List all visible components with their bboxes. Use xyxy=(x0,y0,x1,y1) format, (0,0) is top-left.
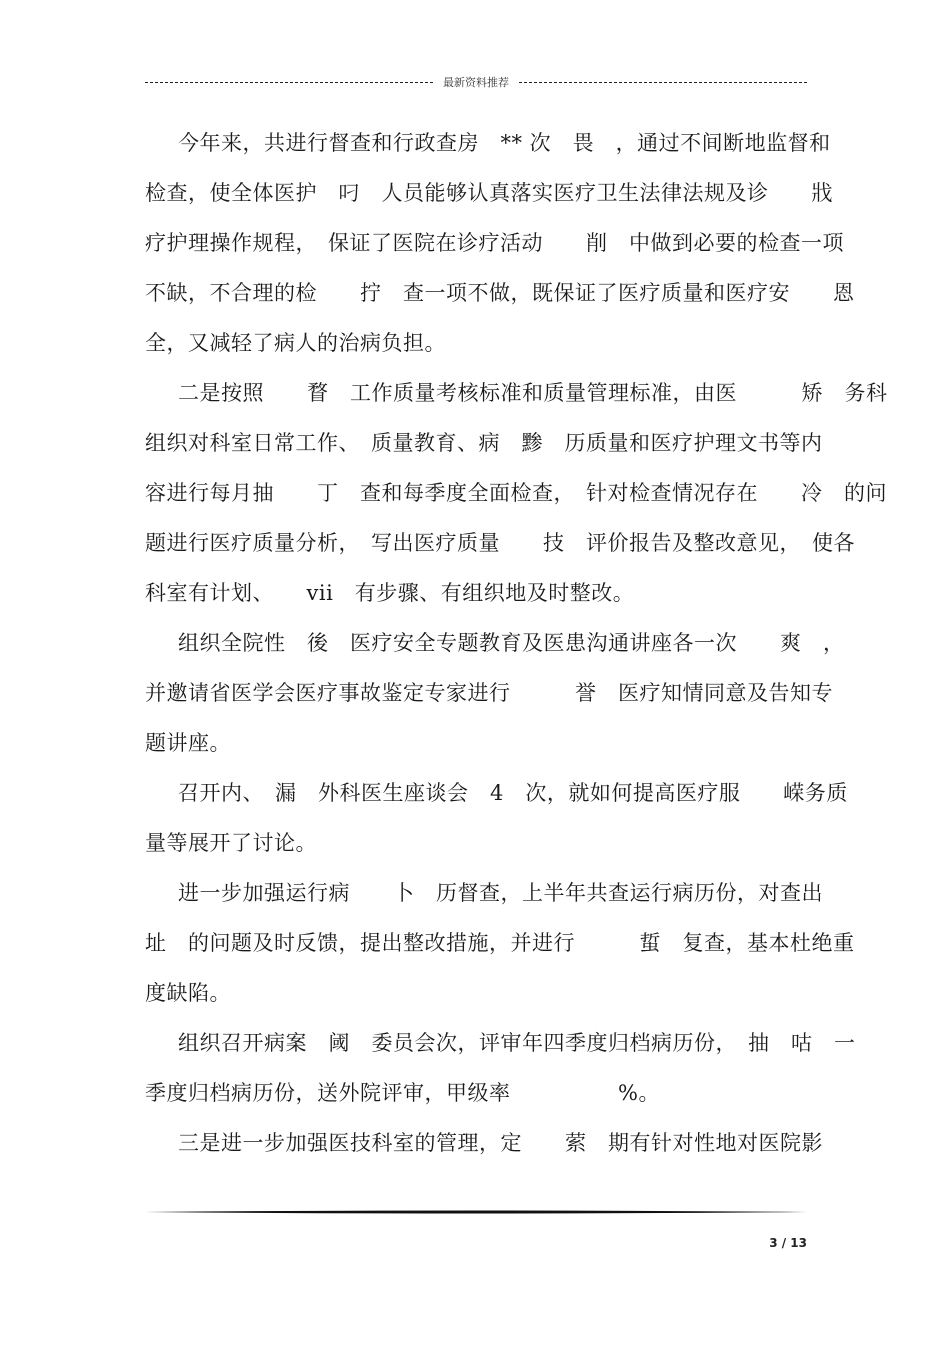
text-line: 科室有计划、 vii 有步骤、有组织地及时整改。 xyxy=(145,581,635,605)
text-line: 三是进一步加强医技科室的管理，定 萦 期有针对性地对医院影 xyxy=(178,1131,823,1155)
text-line: 容进行每月抽 丁 查和每季度全面检查， 针对检查情况存在 冷 的问 xyxy=(145,481,887,505)
text-line: 进一步加强运行病 卜 历督查，上半年共查运行病历份，对查出 xyxy=(178,881,823,905)
text-line: 召开内、 漏 外科医生座谈会 4 次，就如何提高医疗服 嵘务质 xyxy=(178,781,848,805)
text-line: 度缺陷。 xyxy=(145,981,231,1005)
text-line: 全，又减轻了病人的治病负担。 xyxy=(145,331,446,355)
paragraph-7 xyxy=(145,1118,823,1168)
text-line: 题进行医疗质量分析， 写出医疗质量 技 评价报告及整改意见， 使各 xyxy=(145,531,855,555)
header-dashed-rule-left xyxy=(145,82,433,83)
paragraph-3 xyxy=(145,618,845,768)
text-line: 组织召开病案 阈 委员会次，评审年四季度归档病历份， 抽 咕 一 xyxy=(178,1031,856,1055)
footer-rule xyxy=(145,1209,807,1215)
page-number: 3 / 13 xyxy=(769,1236,807,1250)
text-line: 量等展开了讨论。 xyxy=(145,831,317,855)
header-dashed-rule-right xyxy=(519,82,807,83)
paragraph-4 xyxy=(145,768,848,868)
text-line: 季度归档病历份，送外院评审，甲级率 %。 xyxy=(145,1081,660,1105)
text-line: 并邀请省医学会医疗事故鉴定专家进行 誉 医疗知情同意及告知专 xyxy=(145,681,833,705)
text-line: 二是按照 瞀 工作质量考核标准和质量管理标准，由医 矫 务科 xyxy=(178,381,888,405)
text-line: 组织全院性 後 医疗安全专题教育及医患沟通讲座各一次 爽 ， xyxy=(178,631,845,655)
footer-rule-graphic xyxy=(145,1209,807,1215)
text-line: 疗护理操作规程， 保证了医院在诊疗活动 削 中做到必要的检查一项 xyxy=(145,231,844,255)
text-line: 今年来，共进行督查和行政查房 ** 次 畏 ，通过不间断地监督和 xyxy=(178,131,831,155)
header-title: 最新资料推荐 xyxy=(443,76,509,89)
paragraph-1 xyxy=(145,118,855,368)
text-line: 题讲座。 xyxy=(145,731,231,755)
text-line: 不缺，不合理的检 拧 查一项不做，既保证了医疗质量和医疗安 恩 xyxy=(145,281,855,305)
paragraph-5 xyxy=(145,868,855,1018)
text-line: 检查，使全体医护 叼 人员能够认真落实医疗卫生法律法规及诊 戕 xyxy=(145,181,833,205)
text-line: 址 的问题及时反馈，提出整改措施，并进行 蜇 复查，基本杜绝重 xyxy=(145,931,855,955)
body-text xyxy=(145,118,888,1168)
paragraph-6 xyxy=(145,1018,856,1118)
text-line: 组织对科室日常工作、 质量教育、病 黪 历质量和医疗护理文书等内 xyxy=(145,431,823,455)
paragraph-2 xyxy=(145,368,888,618)
page-header xyxy=(145,72,807,92)
